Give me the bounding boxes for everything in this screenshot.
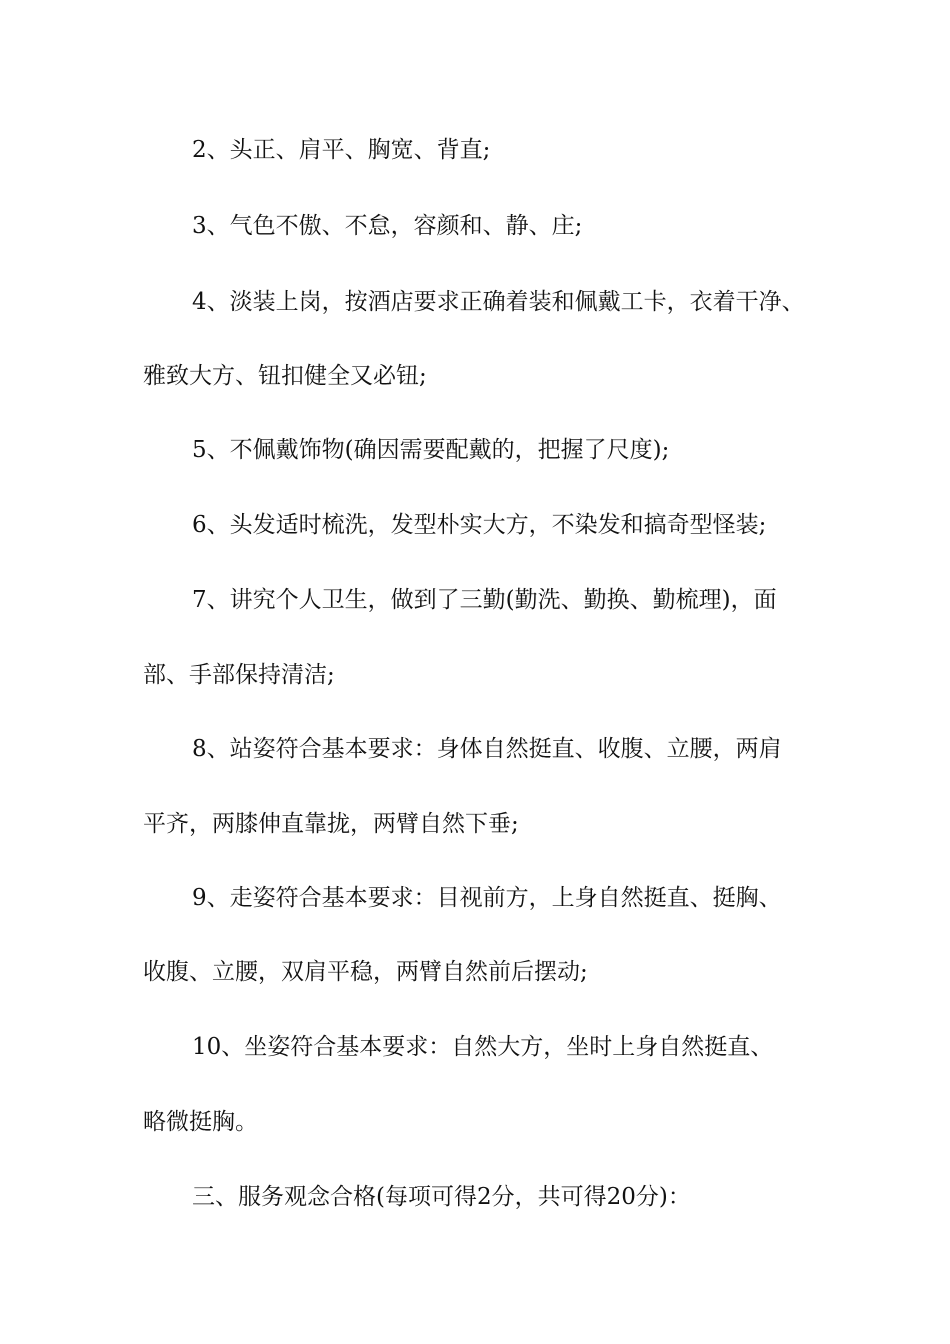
text-line-item-8-cont: 平齐，两膝伸直靠拢，两臂自然下垂;	[143, 811, 519, 837]
text-line-item-8: 8、站姿符合基本要求：身体自然挺直、收腹、立腰，两肩	[192, 736, 782, 762]
text-line-item-10: 10、坐姿符合基本要求：自然大方，坐时上身自然挺直、	[192, 1034, 774, 1060]
text-line-item-4: 4、淡装上岗，按酒店要求正确着装和佩戴工卡，衣着干净、	[192, 289, 805, 315]
text-line-item-4-cont: 雅致大方、钮扣健全又必钮;	[143, 363, 427, 389]
text-line-item-10-cont: 略微挺胸。	[143, 1109, 258, 1135]
text-line-item-7-cont: 部、手部保持清洁;	[143, 662, 335, 688]
text-line-item-9: 9、走姿符合基本要求：目视前方，上身自然挺直、挺胸、	[192, 885, 782, 911]
text-line-item-6: 6、头发适时梳洗，发型朴实大方，不染发和搞奇型怪装;	[192, 512, 767, 538]
text-line-item-9-cont: 收腹、立腰，双肩平稳，两臂自然前后摆动;	[143, 959, 588, 985]
text-line-item-3: 3、气色不傲、不怠，容颜和、静、庄;	[192, 213, 583, 239]
section-heading-3: 三、服务观念合格(每项可得2分，共可得20分)：	[192, 1184, 691, 1210]
text-line-item-5: 5、不佩戴饰物(确因需要配戴的，把握了尺度);	[192, 437, 670, 463]
text-line-item-2: 2、头正、肩平、胸宽、背直;	[192, 137, 491, 163]
text-line-item-7: 7、讲究个人卫生，做到了三勤(勤洗、勤换、勤梳理)，面	[192, 587, 777, 613]
